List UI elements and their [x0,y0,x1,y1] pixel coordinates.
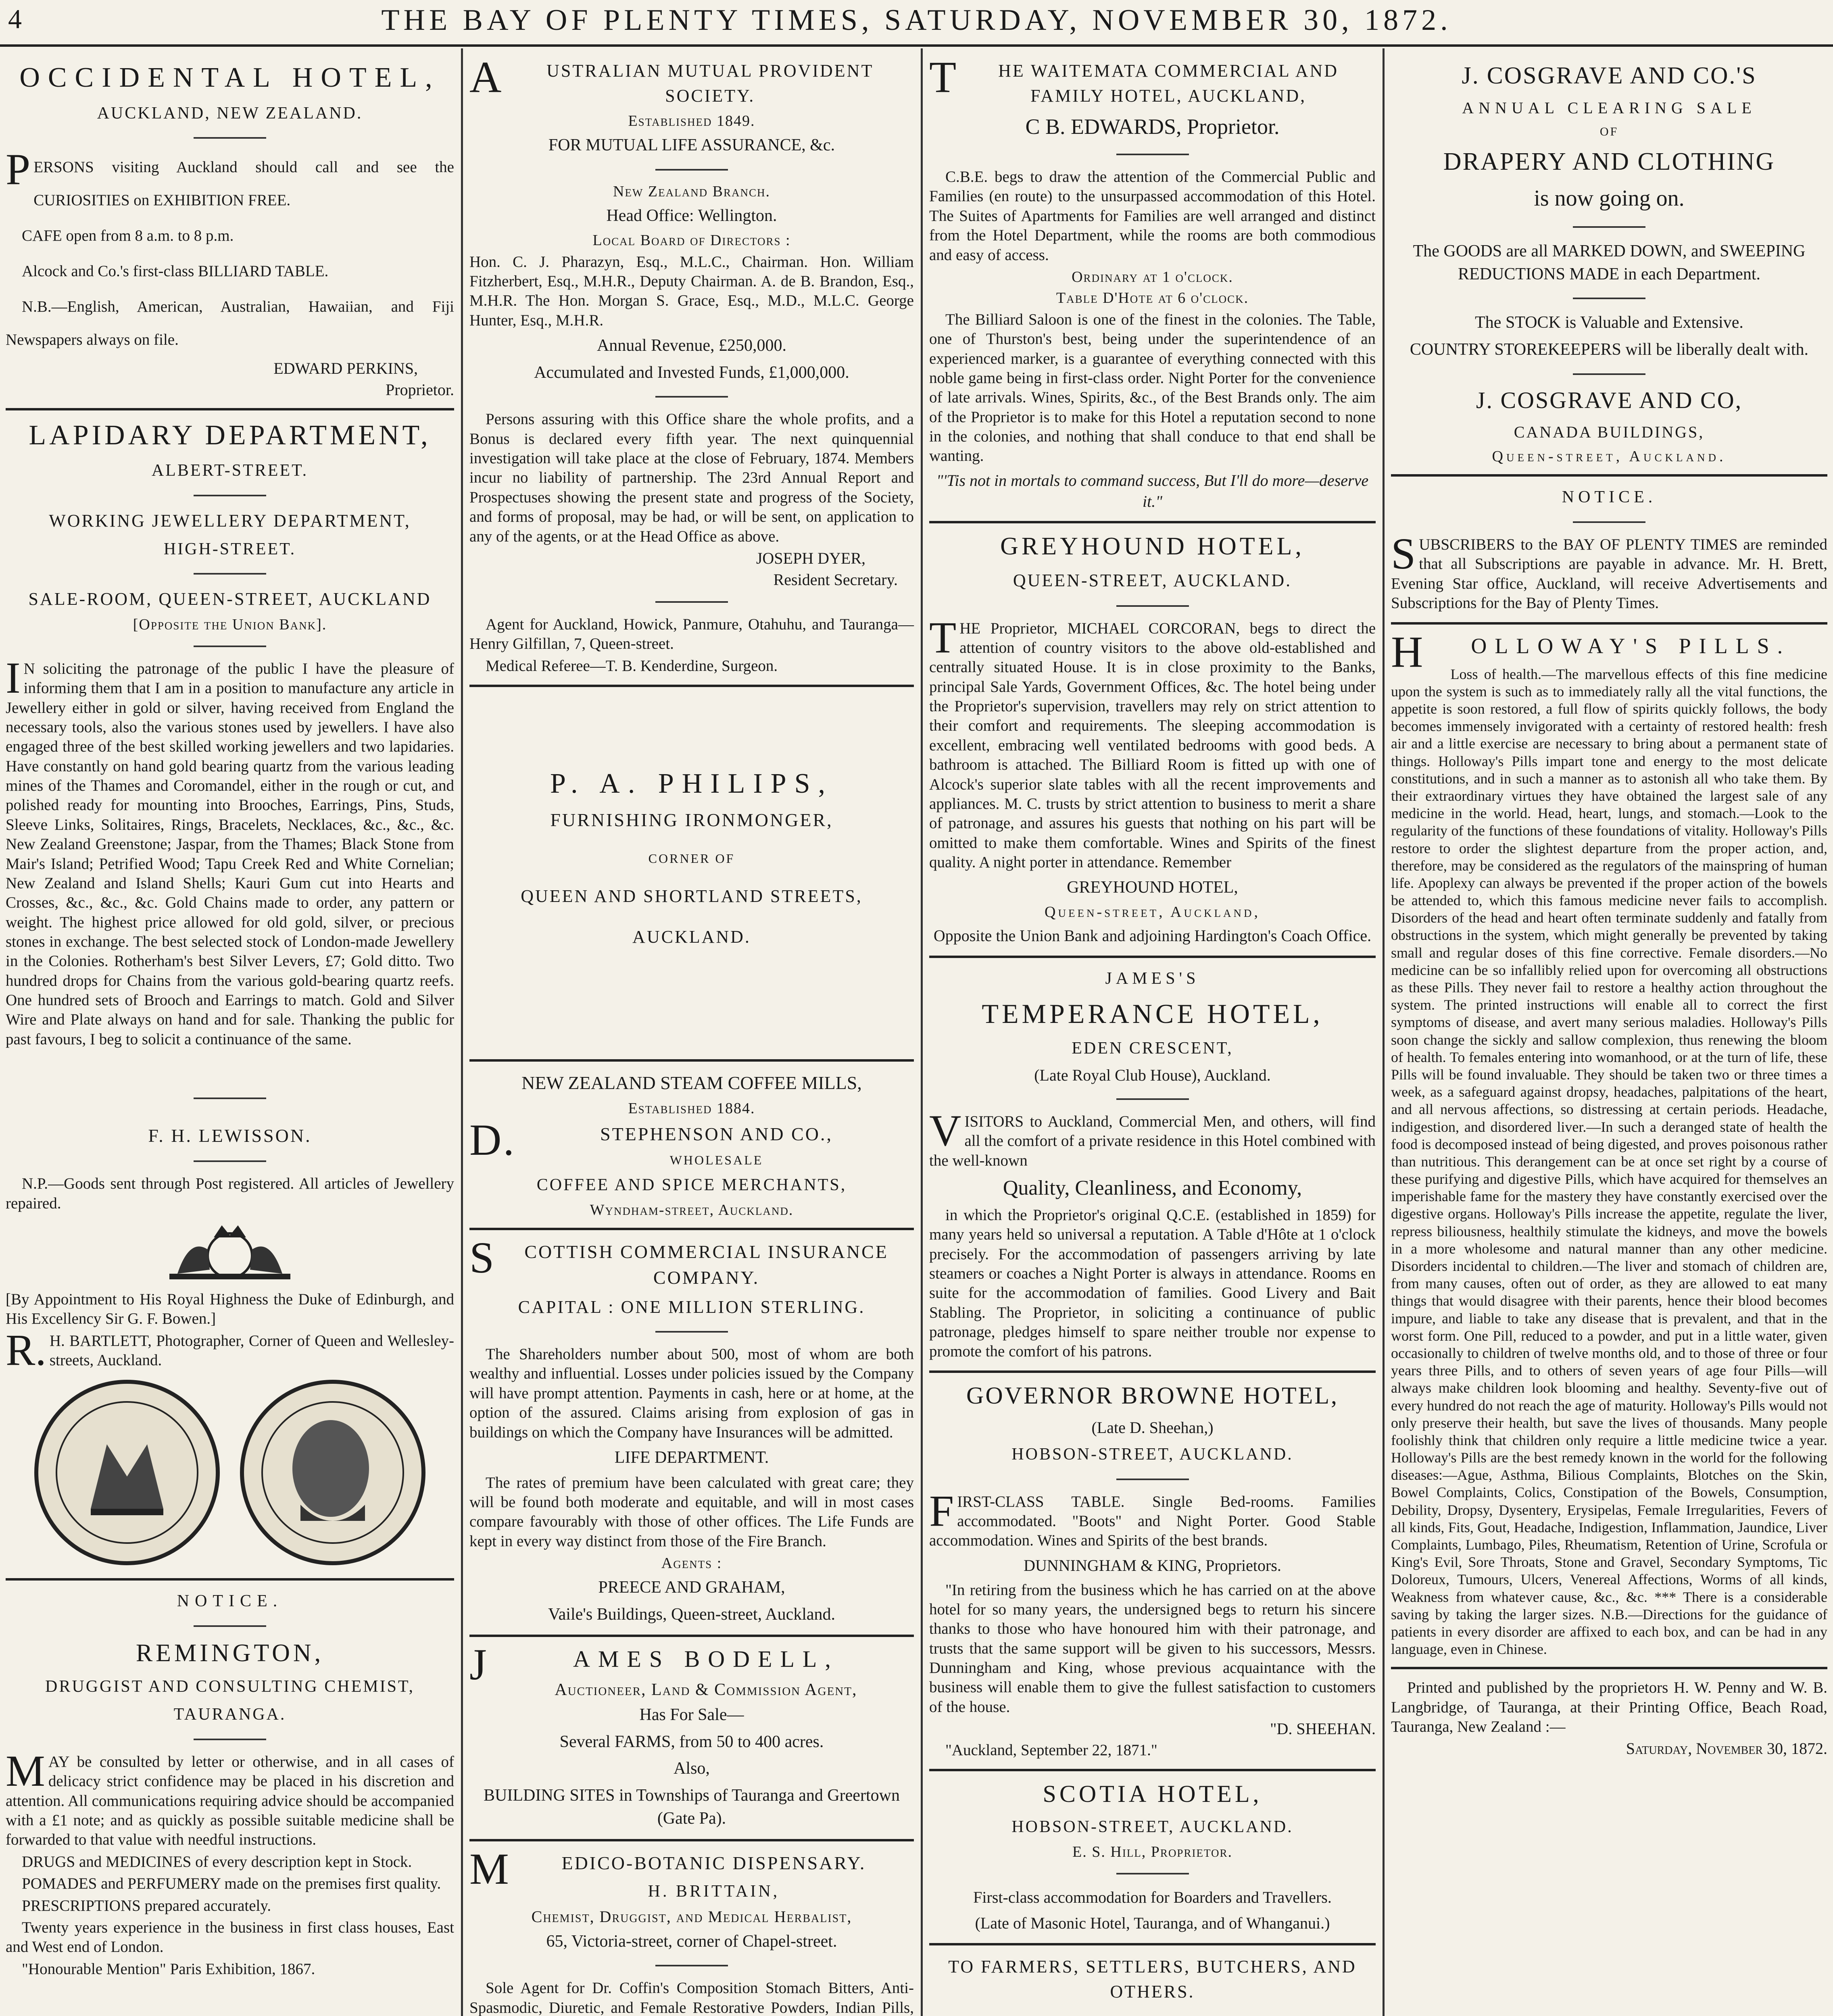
ad-street: HIGH-STREET. [163,539,296,558]
divider [194,137,266,139]
divider [6,408,454,410]
secretary-name: JOSEPH DYER, [756,549,865,567]
proprietor-name: C B. EDWARDS, Proprietor. [1025,115,1280,139]
ad-title: THE WAITEMATA COMMERCIAL AND FAMILY HOTEL, AUCKLAND, [929,54,1339,106]
ad-subtitle: FOR MUTUAL LIFE ASSURANCE, &c. [548,136,835,155]
ad-date: "Auckland, September 22, 1871." [945,1741,1157,1759]
divider [1391,1667,1827,1669]
divider [1116,605,1189,607]
ad-subtitle: WORKING JEWELLERY DEPARTMENT, [49,510,411,531]
divider [929,956,1376,958]
ad-agents-label: Agents : [661,1555,722,1572]
ad-drapery: DRAPERY AND CLOTHING [1443,148,1775,175]
ad-line: Also, [674,1759,710,1778]
ad-building: CANADA BUILDINGS, [1514,423,1705,442]
ad-sale: ANNUAL CLEARING SALE [1462,99,1756,117]
ad-title: HOLLOWAY'S PILLS. [1391,627,1791,677]
ad-role: Chemist, Druggist, and Medical Herbalist, [531,1907,852,1926]
ad-firm: D.STEPHENSON AND CO., [469,1115,833,1164]
ad-slogan: Quality, Cleanliness, and Economy, [1003,1176,1302,1200]
newspaper-title: THE BAY OF PLENTY TIMES, SATURDAY, NOVEMBER 30, 1872. [381,4,1452,37]
column-rule [1383,48,1385,2016]
ad-ordinary: Ordinary at 1 o'clock. [1072,268,1233,285]
divider [655,1965,728,1966]
ad-capital: CAPITAL : ONE MILLION STERLING. [518,1297,865,1317]
ad-line: Several FARMS, from 50 to 400 acres. [559,1732,824,1751]
masthead [0,0,1833,47]
governor-browne-hotel-ad [929,1382,1376,1760]
divider [469,1839,914,1841]
ad-subtitle: SALE-ROOM, QUEEN-STREET, AUCKLAND [28,589,432,609]
divider [1391,474,1827,477]
ad-note: [Opposite the Union Bank]. [133,616,327,633]
ad-subtitle: DRUGGIST AND CONSULTING CHEMIST, [45,1677,415,1696]
ad-going: is now going on. [1534,186,1685,211]
ad-paragraph: N.B.—English, American, Australian, Hawaiian, and Fiji Newspapers always on file. [6,298,454,348]
scotia-hotel-ad [929,1780,1376,1934]
imprint-date: Saturday, November 30, 1872. [1626,1739,1827,1758]
ad-title: GREYHOUND HOTEL, [1000,532,1305,560]
ad-streets: QUEEN AND SHORTLAND STREETS, [521,886,863,906]
ad-line: Twenty years experience in the business in first class houses, East and West end of London. [6,1918,454,1956]
divider [1116,1873,1189,1874]
ad-address: Queen-street, Auckland, [1045,904,1260,921]
ad-name: H. BRITTAIN, [648,1882,780,1901]
proprietor-role: Proprietor. [386,380,454,399]
ad-established: Established 1884. [628,1100,755,1117]
ad-line: "Honourable Mention" Paris Exhibition, 1867. [22,1960,315,1978]
ad-address: Queen-street, Auckland. [1492,448,1727,465]
divider [194,1160,266,1162]
ad-role: Auctioneer, Land & Commission Agent, [555,1681,857,1699]
ad-body: Loss of health.—The marvellous effects of this fine medicine upon the system is such as to immediately rally all the vital functions, the appetite is soon restored, a full flow of spirits quickly follows, the body becomes immensely invigorated with a certainty of restored health: fresh air and a little exercise are necessary to bring about a permanent state of things. Holloway's Pills impart tone and energy to the most delicate constitutions, and in such a manner as to astonish all who take them. By their extraordinary virtues they have obtained the largest sale of any medicine in the world. Head, heart, lungs, and stomach.—Look to the regularity of the functions of these foundations of vitality. Holloway's Pills restore to order the slightest departure from the proper action, and, therefore, may be considered as the regulators of the mainspring of human life. Apoplexy can always be prevented if the proper action of the bowels be attended to, which this famous medicine never fails to accomplish. Disorders of the head and heart often terminate suddenly and fatally from obstructions in the system, which might generally be prevented by taking small and regular doses of this fine corrective. Female disorders.—No medicine can be so infallibly relied upon for overcoming all obstructions as these Pills. They never fail to restore a healthy action throughout the system. The printed instructions will enable all to correct the first symptoms of disease, and avert many serious maladies. Holloway's Pills soon change the sickly and sallow complexion, thus renewing the bloom of health. To females entering into womanhood, or at the turn of life, these Pills will be found invaluable. They should be taken two or three times a week, as a safeguard against dropsy, headaches, palpitations of the heart, and all nervous affections, so distressing at certain periods. Headache, indigestion, and disordered liver.—In such a deranged state of health the food is decomposed instead of being digested, and proves poisonous rather than nutritious. This derangement can be at once set right by a course of these purifying and digestive Pills, which have acquired for themselves an imperishable fame for the mastery they have constantly exercised over the digestive organs. Holloway's Pills increase the appetite, regulate the liver, repress biliousness, healthily stimulate the kidneys, and move the bowels in a more wholesome and natural manner than any other medicine. Disorders incidental to children.—The liver and stomach of children are, from many causes, often out of order, as they are allowed to eat many things that would disagree with their parents, hence their blood becomes impure, and liable to take any disease that is prevalent, and that in the worst form. One Pill, reduced to a powder, and put in a little water, given occasionally to children of twelve months old, and to those of three or four years three Pills, and to others of seven years of age four Pills—will always make children look blooming and healthy. Seventy-five out of every hundred do not reach the age of maturity. Holloway's Pills would not only preserve their health, but save the lives of thousands. Many people foolishly think that children only require a little medicine twice a year. Holloway's Pills are the best remedy known in the world for the following diseases:—Ague, Asthma, Bilious Complaints, Blotches on the Skin, Bowel Complaints, Colics, Constipation of the Bowels, Consumption, Debility, Dropsy, Dysentery, Erysipelas, Female Irregularities, Fevers of all kinds, Fits, Gout, Headache, Indigestion, Inflammation, Jaundice, Liver Complaints, Lumbago, Piles, Rheumatism, Retention of Urine, Scrofula or King's Evil, Sore Throats, Stone and Gravel, Secondary Symptoms, Tic Doloreux, Tumours, Ulcers, Venereal Affections, Worms of all kinds, Weakness from whatever cause, &c., &c. *** There is a considerable saving by taking the larger sizes. N.B.—Directions for the guidance of patients in every disorder are affixed to each box, and can be had in any language, even in Chinese. [1391,666,1827,1658]
ad-funds: Accumulated and Invested Funds, £1,000,000. [534,363,849,382]
ad-subtitle: TAURANGA. [173,1705,286,1724]
remington-ad [6,1589,454,1979]
nathan-ad [929,1954,1376,2016]
divider [1116,1479,1189,1480]
ad-body: The Shareholders number about 500, most of whom are both wealthy and influential. Losses under policies issued by the Company will have prompt attention. Payments in cash, here or at home, at the option of the assured. Claims arising from explosion of gas in buildings on which the Company have Insurances will be admitted. [469,1345,914,1441]
ad-wholesale: WHOLESALE [669,1153,763,1168]
ad-address: Wyndham-street, Auckland. [590,1201,794,1218]
ad-country: COUNTRY STOREKEEPERS will be liberally dealt with. [1410,340,1809,359]
ad-referee: Medical Referee—T. B. Kenderdine, Surgeon. [486,657,778,675]
ad-office: Head Office: Wellington. [606,206,777,225]
agent-address: Vaile's Buildings, Queen-street, Auckland. [548,1605,836,1624]
ad-body: C.B.E. begs to draw the attention of the Commercial Public and Families (en route) to the unsurpassed accommodation of this Hotel. The Suites of Apartments for Families are well arranged and distinct from the Hotel Department, while the rooms are both commodious and easy of access. [929,168,1376,264]
occidental-hotel-ad [6,62,454,399]
divider [1116,1098,1189,1100]
column-rule [461,48,463,2016]
ad-trade: COFFEE AND SPICE MERCHANTS, [536,1176,847,1195]
divider [1573,373,1645,375]
ad-paragraph: CAFE open from 8 a.m. to 8 p.m. [22,227,234,245]
ad-body: The Billiard Saloon is one of the finest in the colonies. The Table, one of Thurston's best, being under the superintendence of an experienced marker, is a guarantee of everything connected with this noble game being in first-class order. Night Porter for the convenience of late arrivals. Wines, Spirits, &c., of the Best Brands only. The aim of the Proprietor is to make for this Hotel a reputation second to none in the colonies, and nothing that shall conduce to that end shall be wanting. [929,310,1376,465]
ad-quote: "'Tis not in mortals to command success, But I'll do more—deserve it." [936,471,1369,510]
ad-address: 65, Victoria-street, corner of Chapel-street. [546,1932,837,1951]
ad-body: R.H. BARTLETT, Photographer, Corner of Queen and Wellesley-streets, Auckland. [6,1325,454,1375]
ad-name: GREYHOUND HOTEL, [1067,878,1238,897]
column-rule [921,48,923,2016]
amp-society-ad [469,54,914,676]
appointment-note: [By Appointment to His Royal Highness the Duke of Edinburgh, and His Excellency Sir G. F. Bowen.] [6,1290,454,1328]
ad-line: PRESCRIPTIONS prepared accurately. [22,1897,271,1914]
imprint-text: Printed and published by the proprietors H. W. Penny and W. B. Langbridge, of Tauranga, at their Printing Office, Beach Road, Tauranga, New Zealand :— [1391,1679,1827,1736]
ad-trade: FURNISHING IRONMONGER, [550,810,833,831]
column-2 [464,54,920,2016]
printer-imprint [1391,1678,1827,1758]
ad-title: SCOTTISH COMMERCIAL INSURANCE COMPANY. [469,1233,888,1288]
medico-botanic-ad [469,1844,914,2016]
divider [1573,521,1645,523]
bodell-ad [469,1640,914,1830]
divider [1573,226,1645,228]
royal-crest-icon [153,1221,307,1282]
coffee-mills-ad [469,1070,914,1219]
ad-table: Table D'Hote at 6 o'clock. [1056,289,1249,306]
column-3 [924,54,1381,2016]
divider [469,1059,914,1062]
secretary-role: Resident Secretary. [773,570,898,589]
ad-name: J. COSGRAVE AND CO, [1476,387,1743,413]
divider [194,1739,266,1740]
divider [1391,622,1827,625]
ad-line: BUILDING SITES in Townships of Tauranga and Greertown (Gate Pa). [484,1786,900,1828]
ad-line: DRUGS and MEDICINES of every description kept in Stock. [22,1853,412,1870]
divider [655,601,728,603]
ad-opposite: Opposite the Union Bank and adjoining Hardington's Coach Office. [933,927,1372,945]
divider [929,1769,1376,1771]
medal-reverse-icon [30,1376,224,1569]
ad-title: OCCIDENTAL HOTEL, [19,62,440,93]
ad-title: MEDICO-BOTANIC DISPENSARY. [469,1844,866,1893]
ad-body: First-class accommodation for Boarders and Travellers. [973,1888,1332,1907]
divider [929,1943,1376,1945]
ad-stock: The STOCK is Valuable and Extensive. [1475,313,1743,332]
agent-name: PREECE AND GRAHAM, [598,1578,785,1597]
notice-heading: NOTICE. [177,1592,283,1611]
ad-line: POMADES and PERFUMERY made on the premises first quality. [22,1875,441,1893]
divider [469,1635,914,1637]
ad-city: AUCKLAND. [632,927,751,947]
ad-board: Local Board of Directors : [592,231,791,249]
philips-ad [469,696,914,1050]
ad-title: AUSTRALIAN MUTUAL PROVIDENT SOCIETY. [469,54,874,106]
ad-body: Persons assuring with this Office share the whole profits, and a Bonus is declared every fifth year. The next quinquennial investigation will take place at the close of February, 1874. Members incur no liability of partnership. The 23rd Annual Report and Prospectuses showing the present state and progress of the Society, and forms of proposal, may be had, or will be sent, on application to any of the agents, or at the Head Office as above. [469,410,914,545]
divider [194,495,266,496]
ad-late: (Late D. Sheehan,) [1091,1418,1214,1437]
divider [929,1370,1376,1373]
ad-title: J. COSGRAVE AND CO.'S [1462,62,1757,89]
ad-street: ALBERT-STREET. [151,461,309,480]
ad-pretitle: JAMES'S [1105,969,1200,988]
ad-subtitle: LIFE DEPARTMENT. [614,1448,769,1467]
divider [194,646,266,647]
ad-body: VISITORS to Auckland, Commercial Men, and others, will find all the comfort of a private residence in this Hotel combined with the well-known [929,1106,1376,1169]
ad-late: (Late of Masonic Hotel, Tauranga, and of Whanganui.) [975,1914,1330,1933]
ad-branch: New Zealand Branch. [613,183,770,200]
ad-signature: "D. SHEEHAN. [1270,1720,1376,1738]
ad-body: THE Proprietor, MICHAEL CORCORAN, begs to direct the attention of country visitors to the above old-established and centrally situated House. It is in close proximity to the Banks, principal Sale Yards, Government Offices, &c. The hotel being under the Proprietor's supervision, travellers may rely on strict attention to their comfort and requirements. The sleeping accommodation is excellent, embracing well ventilated bedrooms with good beds. A bathroom is attached. The Billiard Room is fitted up with one of Alcock's superior slate tables with all the recent improvements and appliances. M. C. trusts by strict attention to business to merit a share of patronage, and assures his guests that nothing on his part will be omitted to make them comfortable. Wines and Spirits of the finest quality. A night porter in attendance. Remember [929,612,1376,871]
temperance-hotel-ad [929,967,1376,1362]
ad-title: TEMPERANCE HOTEL, [982,998,1323,1029]
ad-street: QUEEN-STREET, AUCKLAND. [1013,571,1292,591]
divider [469,1228,914,1230]
greyhound-hotel-ad [929,532,1376,947]
ad-line: Has For Sale— [639,1706,744,1724]
scottish-insurance-ad [469,1233,914,1626]
ad-goods: The GOODS are all MARKED DOWN, and SWEEPING REDUCTIONS MADE in each Department. [1413,242,1806,283]
holloways-pills-ad [1391,627,1827,1658]
ad-body: Sole Agent for Dr. Coffin's Composition Stomach Bitters, Anti-Spasmodic, Diuretic, and Female Restorative Powders, Indian Pills, [469,1979,914,2016]
ad-body: MAY be consulted by letter or otherwise, and in all cases of delicacy strict confidence may be placed in his discretion and attention. All communications requiring advice should be accompanied with a £1 note; and as quickly as possible suitable medicine shall be forwarded to that value with needful instructions. [6,1746,454,1849]
divider [655,169,728,171]
ad-street: HOBSON-STREET, AUCKLAND. [1011,1818,1293,1837]
ad-title: REMINGTON, [136,1639,324,1667]
advertiser-name: F. H. LEWISSON. [148,1125,312,1146]
divider [194,1098,266,1099]
bartlett-ad [6,1221,454,1569]
ad-established: Established 1849. [628,112,755,130]
ad-title: NEW ZEALAND STEAM COFFEE MILLS, [521,1072,862,1093]
page-number: 4 [8,4,22,34]
ad-agent: Agent for Auckland, Howick, Panmure, Otahuhu, and Tauranga—Henry Gilfillan, 7, Queen-street. [469,615,914,653]
subscribers-notice [1391,485,1827,613]
ad-paragraph: Alcock and Co.'s first-class BILLIARD TABLE. [22,262,329,280]
ad-title: TO FARMERS, SETTLERS, BUTCHERS, AND OTHERS. [948,1957,1357,2001]
ad-of: OF [1599,125,1619,138]
divider [1573,298,1645,299]
notice-body: SUBSCRIBERS to the BAY OF PLENTY TIMES are reminded that all Subscriptions are payable in advance. Mr. H. Brett, Evening Star office, Auckland, will receive Advertisements and Subscriptions for the Bay of Plenty Times. [1391,529,1827,612]
ad-proprietor: E. S. Hill, Proprietor. [1072,1843,1232,1861]
ad-body: The rates of premium have been calculated with great care; they will be found both moderate and equitable, and will in most cases compare favourably with those of other offices. The Life Funds are kept in every way distinct from those of the Fire Branch. [469,1474,914,1550]
ad-paragraph: PERSONS visiting Auckland should call and see the CURIOSITIES on EXHIBITION FREE. [6,145,454,209]
ad-street: EDEN CRESCENT, [1072,1039,1233,1058]
ad-body: in which the Proprietor's original Q.C.E. (established in 1859) for many years held so universal a reputation. A Table d'Hôte at 1 o'clock precisely. For the accommodation of passengers arriving by late steamers or coaches a Night Porter is always in attendance. Rooms en suite for the accommodation of families. Good Livery and Bait Stabling. The Proprietor, in soliciting a continuance of public patronage, pledges himself to spare neither trouble nor expense to promote the comfort of his patrons. [929,1206,1376,1360]
ad-revenue: Annual Revenue, £250,000. [596,336,787,355]
ad-street: HOBSON-STREET, AUCKLAND. [1011,1445,1293,1464]
divider [1116,154,1189,155]
divider [929,521,1376,523]
ad-late: (Late Royal Club House), Auckland. [1034,1066,1271,1084]
column-4 [1385,54,1833,2016]
ad-title: SCOTIA HOTEL, [1043,1781,1262,1808]
ad-title: JAMES BODELL, [469,1640,839,1689]
ad-body: "In retiring from the business which he has carried on at the above hotel for so many years, the undersigned begs to return his sincere thanks to those who have honoured him with their patronage, and trusts that the same support will be given to his successors, Messrs. Dunningham and King, whose previous acquaintance with the business will enable them to give the fullest satisfaction to customers of the house. [929,1581,1376,1716]
lapidary-ad [6,419,454,1213]
ad-title: GOVERNOR BROWNE HOTEL, [966,1382,1339,1409]
divider [194,573,266,575]
ad-proprietors: DUNNINGHAM & KING, Proprietors. [1024,1556,1281,1574]
ad-corner: CORNER OF [648,851,735,866]
ad-body: IN soliciting the patronage of the public I have the pleasure of informing them that I am in a position to manufacture any article in Jewellery either in gold or silver, having received from England the necessary tools, also the various stones used by jewellers. I have also engaged three of the best skilled working jewellers and two lapidaries. Have constantly on hand gold bearing quartz from the various leading mines of the Thames and Coromandel, either in the rough or cut, and polished ready for mounting into Brooches, Earrings, Pins, Studs, Sleeve Links, Solitaires, Rings, Bracelets, Necklaces, &c., &c., &c. New Zealand Greenstone; Jaspar, from the Thames; Black Stone from Mair's Island; Petrified Wood; Tapu Creek Red and White Cornelian; New Zealand and Island Shells; Kauri Gum cut into Hearts and Crosses, &c., &c., &c. Gold Chains made to order, any pattern or weight. The highest price allowed for old gold, silver, or precious stones in exchange. The best selected stock of London-made Jewellery in the Colonies. Rotherham's best Silver Levers, £7; Gold ditto. Two hundred drops for Chains from the various gold-bearing quartz reefs. One hundred sets of Brooch and Earrings to match. Gold and Silver Wire and Plate always on hand and for sale. Thanking the public for past favours, I beg to solicit a continuance of the same. [6,653,454,1048]
divider [655,1331,728,1333]
ad-title: P. A. PHILIPS, [550,768,834,799]
ad-body: FIRST-CLASS TABLE. Single Bed-rooms. Families accommodated. "Boots" and Night Porter. Good Stable accommodation. Wines and Spirits of the best brands. [929,1486,1376,1549]
ad-note: N.P.—Goods sent through Post registered. All articles of Jewellery repaired. [6,1175,454,1212]
medal-portrait-icon [236,1376,430,1569]
notice-heading: NOTICE. [1562,488,1657,507]
ad-location: AUCKLAND, NEW ZEALAND. [97,104,363,123]
divider [469,685,914,687]
divider [6,1578,454,1581]
ad-directors: Hon. C. J. Pharazyn, Esq., M.L.C., Chairman. Hon. William Fitzherbert, Esq., M.H.R., Deputy Chairman. A. de B. Brandon, Esq., M.H.R. The Hon. Morgan S. Grace, Esq., M.D., M.L.C. George Hunter, Esq., M.H.R. [469,253,914,329]
proprietor-name: EDWARD PERKINS, [273,359,418,377]
divider [194,1625,266,1627]
ad-title: LAPIDARY DEPARTMENT, [29,419,431,451]
waitemata-hotel-ad [929,54,1376,512]
divider [655,396,728,398]
column-1 [0,54,460,2016]
exhibition-medals [6,1376,454,1569]
cosgrave-ad [1391,62,1827,465]
